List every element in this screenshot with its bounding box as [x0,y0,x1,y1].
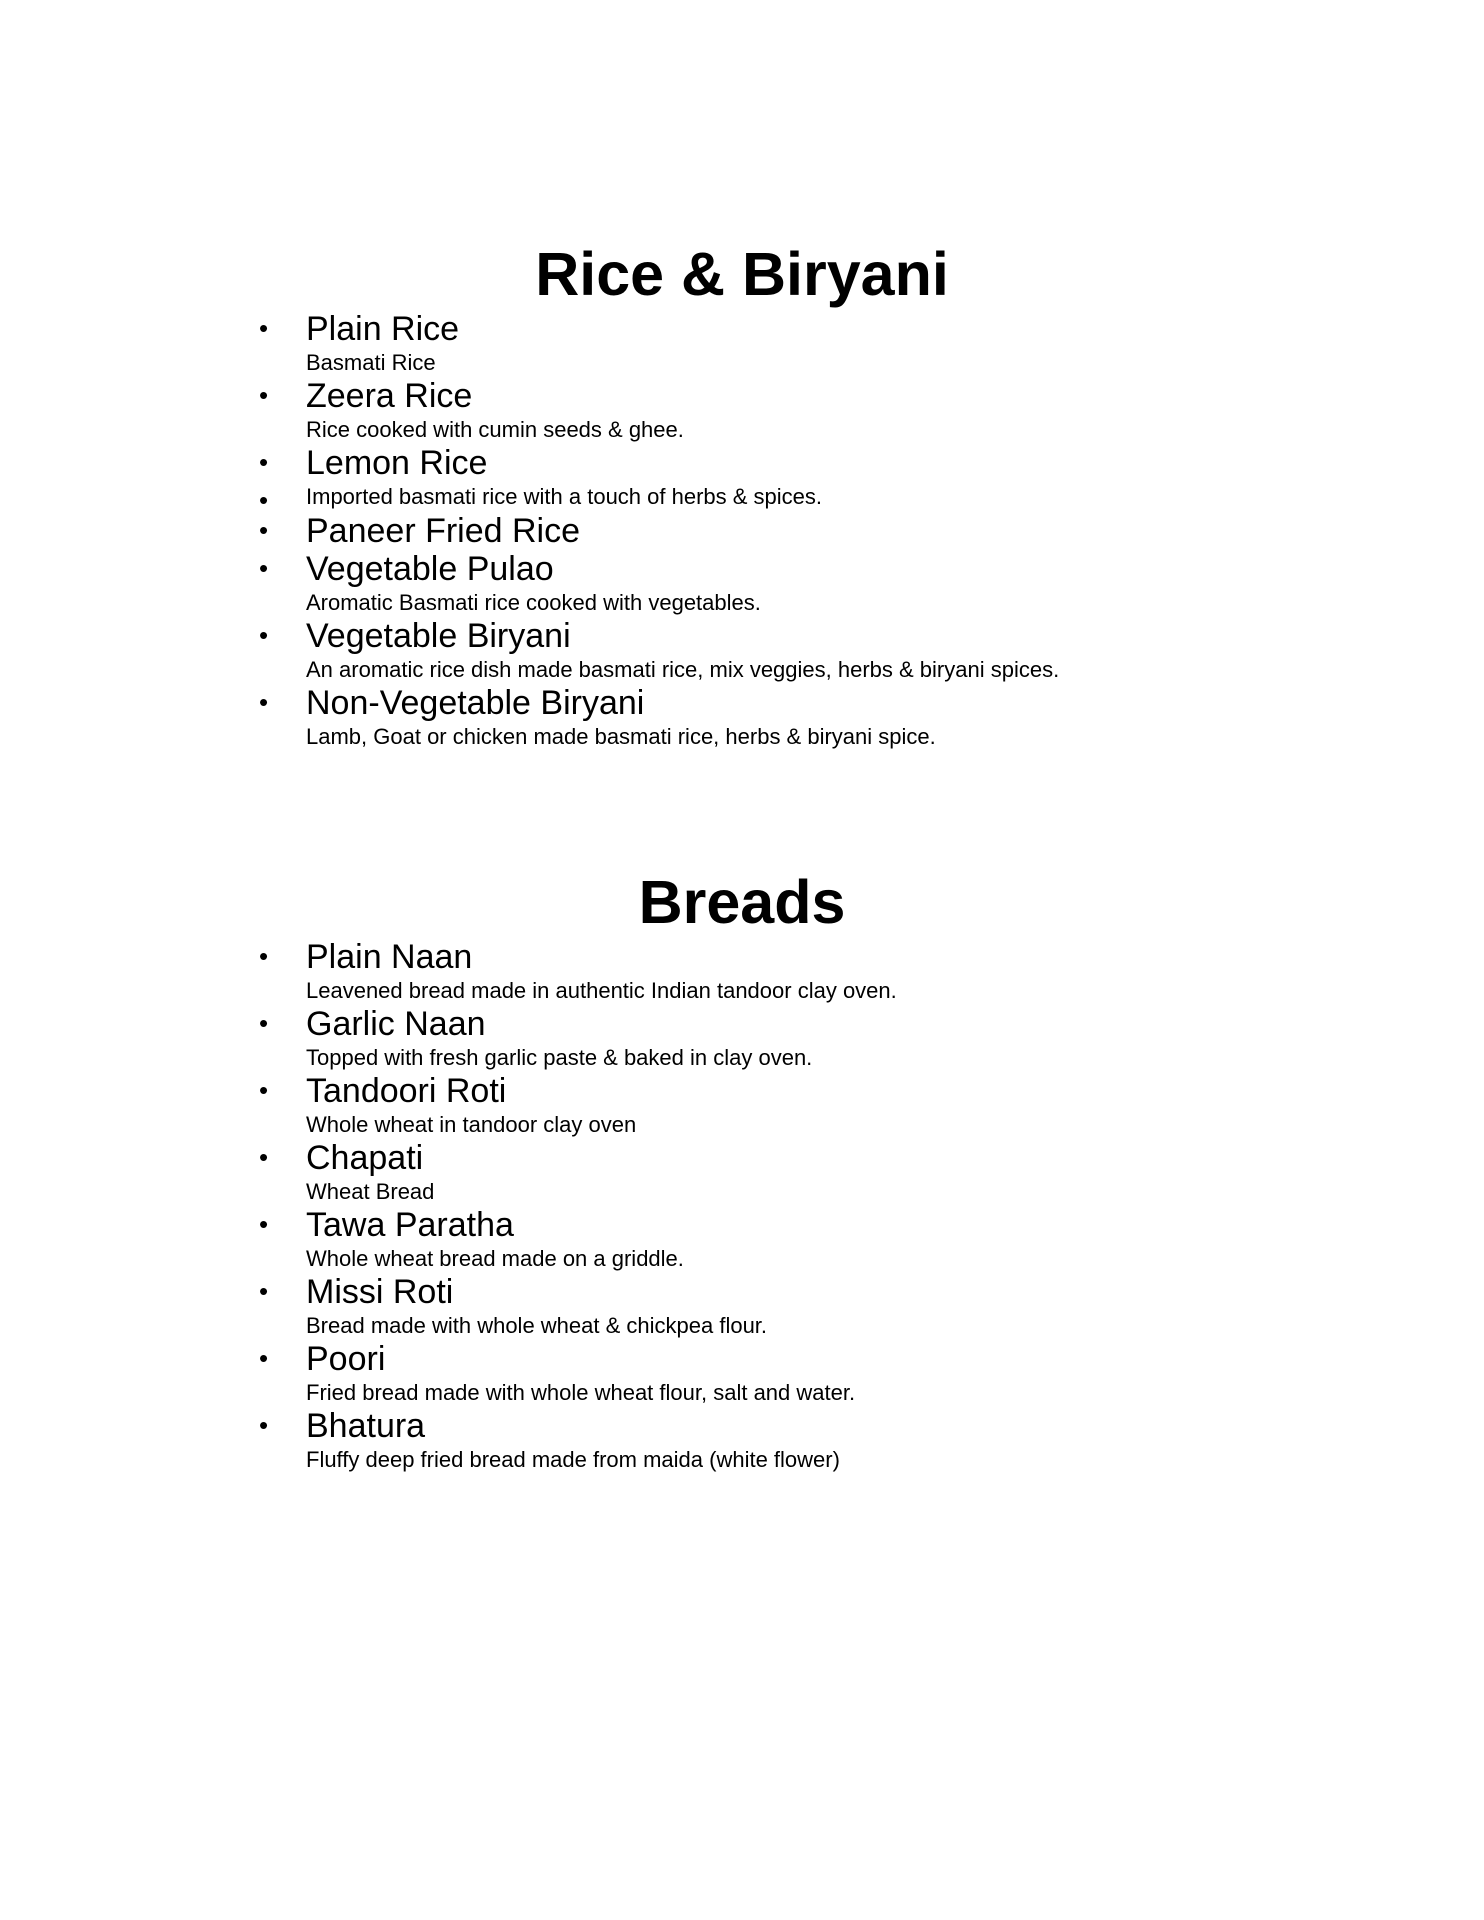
menu-item-name: Bhatura [306,1407,426,1445]
menu-item-name: Chapati [306,1139,424,1177]
menu-item-name: Plain Naan [306,938,473,976]
menu-item [0,1407,1406,1474]
menu-item [0,482,1406,515]
bullet-icon: • [259,485,269,515]
menu-item [0,1005,1406,1072]
menu-item-description: Wheat Bread [306,1179,435,1204]
breads-list [0,938,1484,1474]
menu-item-name: Vegetable Pulao [306,550,554,588]
bullet-icon: • [259,380,269,410]
menu-item-description: Topped with fresh garlic paste & baked in clay oven. [306,1045,813,1070]
menu-item-name: Garlic Naan [306,1005,486,1043]
bullet-icon: • [259,687,269,717]
bullet-icon: • [259,941,269,971]
bullet-icon: • [259,553,269,583]
menu-item [0,310,1406,377]
bullet-icon: • [259,1075,269,1105]
bullet-icon: • [259,1410,269,1440]
menu-item-description: Whole wheat bread made on a griddle. [306,1246,684,1271]
menu-item [0,444,1406,482]
menu-item-name: Zeera Rice [306,377,473,415]
menu-item [0,377,1406,444]
menu-item-name: Missi Roti [306,1273,454,1311]
menu-item-description: Whole wheat in tandoor clay oven [306,1112,637,1137]
bullet-icon: • [259,447,269,477]
menu-item-name: Tawa Paratha [306,1206,514,1244]
menu-item [0,1072,1406,1139]
menu-item-description: Fried bread made with whole wheat flour, salt and water. [306,1380,856,1405]
menu-item-description: Imported basmati rice with a touch of herbs & spices. [306,484,823,509]
breads-section [0,866,1484,1474]
menu-item-name: Plain Rice [306,310,460,348]
menu-item-description: Rice cooked with cumin seeds & ghee. [306,417,684,442]
bullet-icon: • [259,1343,269,1373]
bullet-icon: • [259,1008,269,1038]
bullet-icon: • [259,1209,269,1239]
menu-item [0,1273,1406,1340]
bullet-icon: • [259,313,269,343]
menu-item-name: Non-Vegetable Biryani [306,684,645,722]
menu-item-description: An aromatic rice dish made basmati rice, mix veggies, herbs & biryani spices. [306,657,1060,682]
bullet-icon: • [259,620,269,650]
menu-item [0,938,1406,1005]
bullet-icon: • [259,515,269,545]
menu-item-description: Aromatic Basmati rice cooked with vegetables. [306,590,761,615]
menu-item [0,1340,1406,1407]
rice-biryani-section [0,238,1484,751]
menu-item [0,1206,1406,1273]
menu-item [0,1139,1406,1206]
bullet-icon: • [259,1142,269,1172]
menu-item-name: Paneer Fried Rice [306,512,581,550]
bullet-icon: • [259,1276,269,1306]
menu-item-description: Leavened bread made in authentic Indian tandoor clay oven. [306,978,897,1003]
menu-item-name: Tandoori Roti [306,1072,507,1110]
menu-item-description: Lamb, Goat or chicken made basmati rice, herbs & biryani spice. [306,724,936,749]
breads-title: Breads [638,868,846,936]
rice-biryani-title: Rice & Biryani [535,240,949,308]
menu-item [0,550,1406,617]
menu-item [0,512,1406,550]
menu-item [0,684,1406,751]
menu-item-description: Bread made with whole wheat & chickpea flour. [306,1313,768,1338]
menu-item-name: Lemon Rice [306,444,488,482]
menu-item-name: Vegetable Biryani [306,617,571,655]
menu-item [0,617,1406,684]
rice-biryani-list [0,310,1484,751]
menu-item-name: Poori [306,1340,386,1378]
menu-item-description: Fluffy deep fried bread made from maida (white flower) [306,1447,840,1472]
menu-item-description: Basmati Rice [306,350,436,375]
